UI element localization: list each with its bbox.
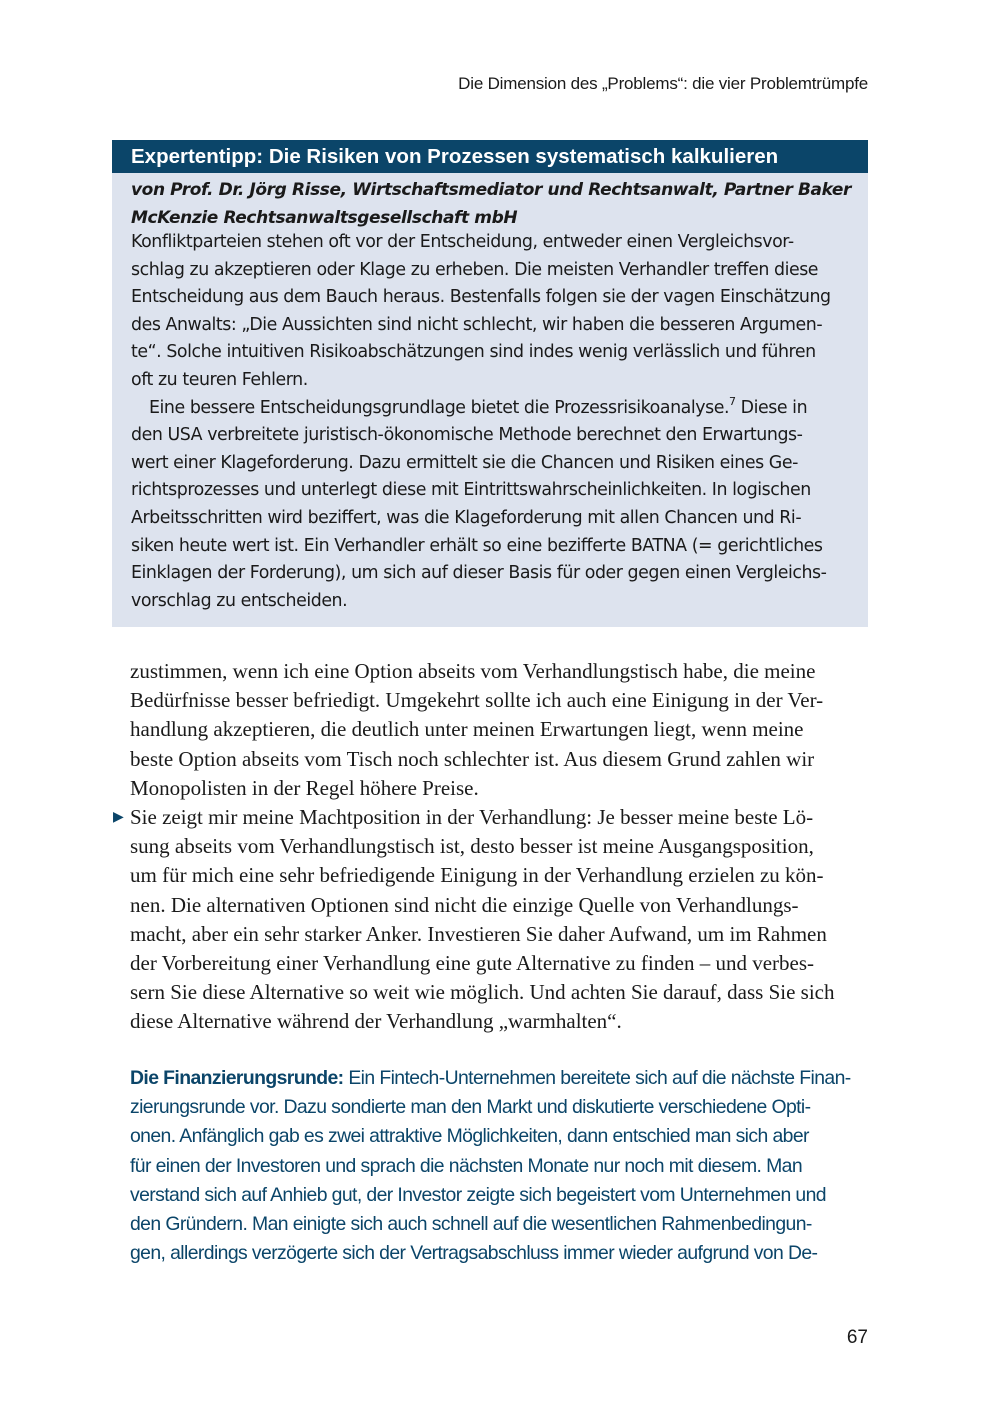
- tip-paragraph2-first-line: [131, 395, 851, 423]
- tip-text: Eine bessere Entscheidungsgrundlage bietet die Prozessrisikoanalyse.: [149, 397, 730, 418]
- bullet-item: [113, 803, 870, 1037]
- body-line: der Vorbereitung einer Verhandlung eine gute Alternative zu finden – und verbes-: [130, 950, 815, 975]
- tip-line: wert einer Klageforderung. Dazu ermittelt sie die Chancen und Risiken eines Ge-: [131, 452, 798, 473]
- tip-line: vorschlag zu entscheiden.: [131, 590, 348, 611]
- tip-line: Arbeitsschritten wird beziffert, was die Klageforderung mit allen Chancen und Ri-: [131, 507, 802, 528]
- expert-tip-box: [112, 140, 868, 627]
- body-line: um für mich eine sehr befriedigende Einigung in der Verhandlung erzielen zu kön-: [130, 863, 824, 888]
- author-line: McKenzie Rechtsanwaltsgesellschaft mbH: [131, 207, 518, 228]
- expert-tip-author: [131, 178, 851, 233]
- case-line: für einen der Investoren und sprach die nächsten Monate nur noch mit diesem. Man: [130, 1154, 803, 1177]
- tip-line: Einklagen der Forderung), um sich auf dieser Basis für oder gegen einen Vergleichs-: [131, 563, 827, 584]
- body-line: Monopolisten in der Regel höhere Preise.: [130, 775, 479, 800]
- case-text: Ein Fintech-Unternehmen bereitete sich auf die nächste Finan-: [343, 1067, 851, 1089]
- body-line: nen. Die alternativen Optionen sind nicht die einzige Quelle von Verhandlungs-: [130, 892, 799, 917]
- running-header: Die Dimension des „Problems“: die vier Problemtrümpfe: [458, 74, 868, 93]
- body-line: sern Sie diese Alternative so weit wie möglich. Und achten Sie darauf, dass Sie sich: [130, 980, 835, 1005]
- case-line: zierungsrunde vor. Dazu sondierte man den Markt und diskutierte verschiedene Opti-: [130, 1096, 811, 1119]
- author-line: von Prof. Dr. Jörg Risse, Wirtschaftsmediator und Rechtsanwalt, Partner Baker: [131, 180, 852, 200]
- body-line: zustimmen, wenn ich eine Option abseits vom Verhandlungstisch habe, die meine: [130, 659, 816, 683]
- body-line: diese Alternative während der Verhandlung „warmhalten“.: [130, 1009, 622, 1034]
- tip-line: des Anwalts: „Die Aussichten sind nicht schlecht, wir haben die besseren Argumen-: [131, 314, 823, 335]
- tip-line: schlag zu akzeptieren oder Klage zu erheben. Die meisten Verhandler treffen diese: [131, 259, 819, 280]
- case-line: verstand sich auf Anhieb gut, der Investor zeigte sich begeistert vom Unternehmen und: [130, 1183, 826, 1206]
- body-line: macht, aber ein sehr starker Anker. Investieren Sie daher Aufwand, um im Rahmen: [130, 921, 827, 946]
- bullet-triangle-icon: ▶: [113, 809, 124, 825]
- footnote-reference[interactable]: 7: [729, 394, 736, 408]
- body-line: Sie zeigt mir meine Machtposition in der Verhandlung: Je besser meine beste Lö-: [130, 804, 814, 829]
- case-line: onen. Anfänglich gab es zwei attraktive Möglichkeiten, dann entschied man sich aber: [130, 1125, 809, 1148]
- tip-text: Diese in: [735, 397, 808, 418]
- page-number: 67: [846, 1327, 868, 1348]
- body-line: Bedürfnisse besser befriedigt. Umgekehrt sollte ich auch eine Einigung in der Ver-: [130, 688, 824, 713]
- main-body-text: [113, 657, 870, 1036]
- tip-line: den USA verbreitete juristisch-ökonomische Methode berechnet den Erwartungs-: [131, 425, 803, 446]
- expert-tip-body: [131, 229, 851, 615]
- case-example: [130, 1064, 870, 1268]
- body-line: sung abseits vom Verhandlungstisch ist, desto besser ist meine Ausgangsposition,: [130, 834, 814, 859]
- tip-line: Entscheidung aus dem Bauch heraus. Bestenfalls folgen sie der vagen Einschätzung: [131, 287, 831, 308]
- case-title: Die Finanzierungsrunde:: [130, 1067, 344, 1089]
- body-line: handlung akzeptieren, die deutlich unter meinen Erwartungen liegt, wenn meine: [130, 717, 804, 742]
- tip-line: oft zu teuren Fehlern.: [131, 369, 308, 390]
- tip-line: te“. Solche intuitiven Risikoabschätzungen sind indes wenig verlässlich und führen: [131, 342, 816, 363]
- tip-line: richtsprozesses und unterlegt diese mit Eintrittswahrscheinlichkeiten. In logischen: [131, 480, 811, 501]
- case-first-line: [130, 1064, 870, 1093]
- expert-tip-title: Expertentipp: Die Risiken von Prozessen systematisch kalkulieren: [112, 140, 868, 173]
- case-line: gen, allerdings verzögerte sich der Vertragsabschluss immer wieder aufgrund von De-: [130, 1242, 818, 1265]
- tip-line: siken heute wert ist. Ein Verhandler erhält so eine bezifferte BATNA (= gerichtliches: [131, 535, 823, 556]
- case-line: den Gründern. Man einigte sich auch schnell auf die wesentlichen Rahmenbedingun-: [130, 1212, 812, 1235]
- tip-line: Konfliktparteien stehen oft vor der Entscheidung, entweder einen Vergleichsvor-: [131, 232, 794, 252]
- body-line: beste Option abseits vom Tisch noch schlechter ist. Aus diesem Grund zahlen wir: [130, 746, 815, 771]
